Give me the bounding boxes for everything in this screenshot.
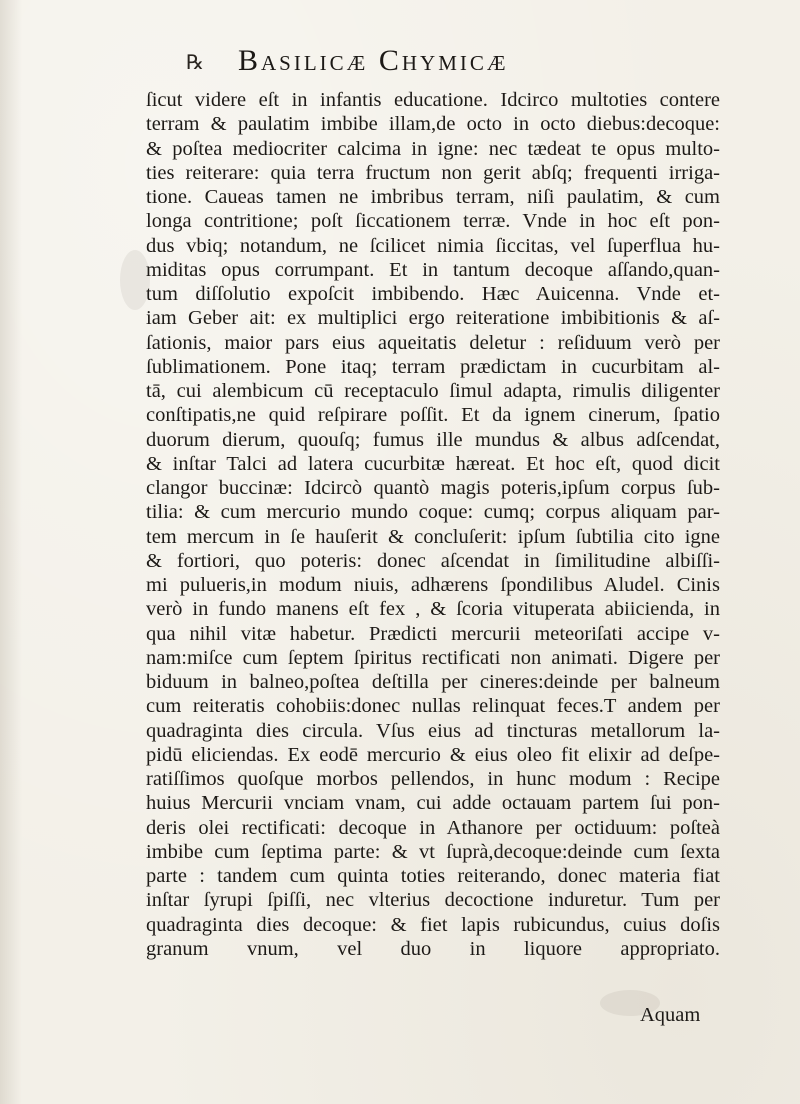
ornament-glyph: ℞ [186,50,204,74]
text-line: ſationis, maior pars eius aqueitatis deletur : reſiduum verò per [146,331,720,354]
text-line: tum diſſolutio expoſcit imbibendo. Hæc Auicenna. Vnde et- [146,283,720,305]
text-line: tā, cui alembicum cū receptaculo ſimul adapta, rimulis diligenter [146,380,720,402]
body-text [146,88,720,961]
text-line: longa contritione; poſt ſiccationem terræ. Vnde in hoc eſt pon- [146,210,720,233]
text-line: quadraginta dies circula. Vſus eius ad tincturas metallorum la- [146,719,720,742]
text-line: inſtar ſyrupi ſpiſſi, nec vlterius decoctione induretur. Tum per [146,889,720,912]
text-line: parte : tandem cum quinta toties reiterando, donec materia fiat [146,865,720,887]
text-line: terram & paulatim imbibe illam,de octo in octo diebus:decoque: [146,113,720,136]
text-line: ties reiterare: quia terra fructum non gerit abſq; frequenti irriga- [146,161,720,184]
text-line: mi pulueris,in modum niuis, adhærens ſpondilibus Aludel. Cinis [146,574,720,596]
text-line: cum reiteratis cohobiis:donec nullas relinquat feces.T andem per [146,695,720,718]
text-line: conſtipatis,ne quid reſpirare poſſit. Et da ignem cinerum, ſpatio [146,404,720,427]
text-line: clangor buccinæ: Idcircò quantò magis poteris,ipſum corpus ſub- [146,477,720,499]
text-line: & inſtar Talci ad latera cucurbitæ hæreat. Et hoc eſt, quod dicit [146,452,720,475]
text-line: & poſtea mediocriter calcima in igne: nec tædeat te opus multo- [146,137,720,160]
text-line: duorum dierum, quouſq; fumus ille mundus & albus adſcendat, [146,428,720,451]
text-line: huius Mercurii vnciam vnam, cui adde octauam partem ſui pon- [146,792,720,815]
text-line: ſublimationem. Pone itaq; terram prædictam in cucurbitam al- [146,355,720,378]
text-line: imbibe cum ſeptima parte: & vt ſuprà,decoque:deinde cum ſexta [146,840,720,863]
text-line: dus vbiq; notandum, ne ſcilicet nimia ſiccitas, vel ſuperflua hu- [146,234,720,257]
text-line: tem mercum in ſe hauſerit & concluſerit: ipſum ſubtilia cito igne [146,525,720,548]
text-line: ratiſſimos quoſque morbos pellendos, in hunc modum : Recipe [146,768,720,790]
text-line: verò in fundo manens eſt fex , & ſcoria vituperata abiicienda, in [146,598,720,621]
text-line: & fortiori, quo poteris: donec aſcendat in ſimilitudine albiſſi- [146,549,720,572]
text-line: tilia: & cum mercurio mundo coque: cumq; corpus aliquam par- [146,501,720,524]
text-line: qua nihil vitæ habetur. Prædicti mercurii meteoriſati accipe v- [146,622,720,645]
page-title: Basilicæ Chymicæ [238,44,509,77]
text-line: biduum in balneo,poſtea deſtilla per cineres:deinde per balneum [146,671,720,693]
text-line: quadraginta dies decoque: & fiet lapis rubicundus, cuius doſis [146,913,720,936]
gutter-shadow [0,0,22,1104]
text-line: ſicut videre eſt in infantis educatione. Idcirco multoties contere [146,89,720,111]
text-line: tione. Caueas tamen ne imbribus terram, niſi paulatim, & cum [146,186,720,208]
text-line: granum vnum, vel duo in liquore appropriato. [146,937,720,960]
text-line: miditas opus corrumpant. Et in tantum decoque aſſando,quan- [146,258,720,281]
catchword: Aquam [640,1004,701,1026]
text-line: nam:miſce cum ſeptem ſpiritus rectificati non animati. Digere per [146,646,720,669]
text-line: iam Geber ait: ex multiplici ergo reiteratione imbibitionis & aſ- [146,307,720,330]
running-head [0,44,800,84]
text-line: pidū eliciendas. Ex eodē mercurio & eius oleo fit elixir ad deſpe- [146,743,720,766]
text-line: deris olei rectificati: decoque in Athanore per octiduum: poſteà [146,816,720,839]
